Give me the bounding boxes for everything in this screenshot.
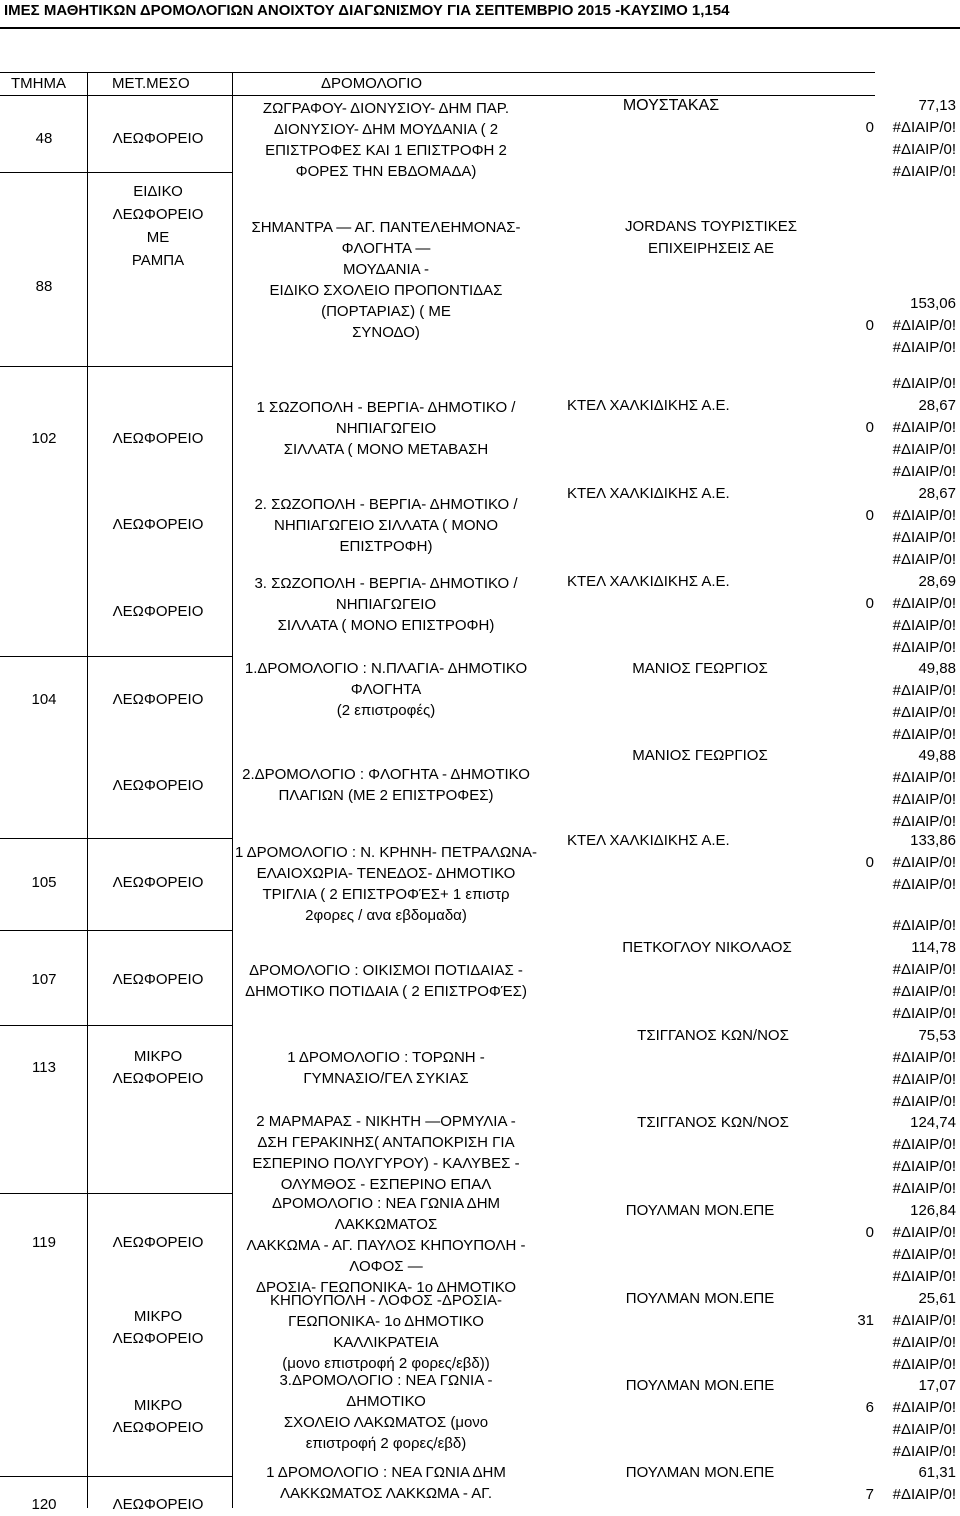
- error-cells: [893, 417, 956, 483]
- carrier-name: ΤΣΙΓΓΑΝΟΣ ΚΩΝ/ΝΟΣ: [637, 1114, 789, 1131]
- error-cell: #ΔΙΑΙΡ/0!: [892, 1158, 956, 1175]
- route-119-1: ΔΡΟΜΟΛΟΓΙΟ : ΝΕΑ ΓΩΝΙΑ ΔΗΜ ΛΑΚΚΩΜΑΤΟΣ ΛΑΚΚΩΜΑ - ΑΓ. ΠΑΥΛΟΣ ΚΗΠΟΥΠΟΛΗ - ΛΟΦΟΣ — ΔΡΟΣΙΑ- ΓΕΩΠΟΝΙΚΑ- 1ο ΔΗΜΟΤΙΚΟ: [246, 1195, 526, 1296]
- row-rule: [0, 930, 232, 931]
- row-rule: [0, 656, 232, 657]
- tmima-cell: 105: [31, 874, 57, 891]
- carrier-name: ΠΕΤΚΟΓΛΟΥ ΝΙΚΟΛΑΟΣ: [622, 939, 792, 956]
- price: 25,61: [918, 1290, 956, 1307]
- header-top-rule: [0, 72, 875, 73]
- error-cell: #ΔΙΑΙΡ/0!: [892, 1224, 956, 1241]
- error-cells: [893, 593, 956, 659]
- error-cell: #ΔΙΑΙΡ/0!: [892, 813, 956, 830]
- carrier-name: ΠΟΥΛΜΑΝ ΜΟΝ.ΕΠΕ: [625, 1202, 775, 1219]
- carrier-name: ΜΟΥΣΤΑΚΑΣ: [622, 97, 720, 114]
- meso-cell: ΜΙΚΡΟ: [133, 1048, 183, 1065]
- error-cells: [893, 1397, 956, 1463]
- count-value: 0: [865, 317, 874, 334]
- carrier-name: JORDANS ΤΟΥΡΙΣΤΙΚΕΣ: [625, 218, 797, 235]
- error-cell: #ΔΙΑΙΡ/0!: [892, 1268, 956, 1285]
- route-104-1: 1.ΔΡΟΜΟΛΟΓΙΟ : Ν.ΠΛΑΓΙΑ- ΔΗΜΟΤΙΚΟ ΦΛΟΓΗΤΑ (2 επιστροφές): [244, 660, 528, 719]
- error-cells: [893, 1310, 956, 1376]
- error-cell: #ΔΙΑΙΡ/0!: [892, 317, 956, 334]
- page-title: ΙΜΕΣ ΜΑΘΗΤΙΚΩΝ ΔΡΟΜΟΛΟΓΙΩΝ ΑΝΟΙΧΤΟΥ ΔΙΑΓΩΝΙΣΜΟΥ ΓΙΑ ΣΕΠΤΕΜΒΡΙΟ 2015 -ΚΑΥΣΙΜΟ 1,154: [4, 2, 730, 19]
- route-88: ΣΗΜΑΝΤΡΑ — ΑΓ. ΠΑΝΤΕΛΕΗΜΟΝΑΣ- ΦΛΟΓΗΤΑ — ΜΟΥΔΑΝΙΑ - ΕΙΔΙΚΟ ΣΧΟΛΕΙΟ ΠΡΟΠΟΝΤΙΔΑΣ (ΠΟΡΤΑΡΙΑΣ) ( ΜΕ ΣΥΝΟΔΟ): [251, 219, 521, 341]
- price: 28,67: [918, 485, 956, 502]
- error-cell: #ΔΙΑΙΡ/0!: [892, 1312, 956, 1329]
- error-cells: [893, 1047, 956, 1113]
- meso-cell: ΛΕΩΦΟΡΕΙΟ: [112, 206, 204, 223]
- error-cell: #ΔΙΑΙΡ/0!: [892, 791, 956, 808]
- price: 75,53: [918, 1027, 956, 1044]
- meso-cell: ΛΕΩΦΟΡΕΙΟ: [112, 1419, 204, 1436]
- error-cells: [893, 117, 956, 183]
- route-113-1: 1 ΔΡΟΜΟΛΟΓΙΟ : ΤΟΡΩΝΗ - ΓΥΜΝΑΣΙΟ/ΓΕΛ ΣΥΚΙΑΣ: [287, 1049, 485, 1087]
- meso-cell: ΛΕΩΦΟΡΕΙΟ: [112, 516, 204, 533]
- route-102-1: 1 ΣΩΖΟΠΟΛΗ - ΒΕΡΓΙΑ- ΔΗΜΟΤΙΚΟ / ΝΗΠΙΑΓΩΓΕΙΟ ΣΙΛΛΑΤΑ ( ΜΟΝΟ ΜΕΤΑΒΑΣΗ: [256, 399, 516, 458]
- error-cells: [893, 767, 956, 833]
- error-cell: #ΔΙΑΙΡ/0!: [892, 507, 956, 524]
- meso-cell: ΕΙΔΙΚΟ: [133, 183, 183, 200]
- count-value: 0: [865, 119, 874, 136]
- meso-cell: ΛΕΩΦΟΡΕΙΟ: [112, 691, 204, 708]
- header-bottom-rule: [0, 95, 875, 96]
- carrier-name: ΠΟΥΛΜΑΝ ΜΟΝ.ΕΠΕ: [625, 1377, 775, 1394]
- error-cells: [893, 373, 956, 395]
- error-cell: #ΔΙΑΙΡ/0!: [892, 876, 956, 893]
- route-107: ΔΡΟΜΟΛΟΓΙΟ : ΟΙΚΙΣΜΟΙ ΠΟΤΙΔΑΙΑΣ - ΔΗΜΟΤΙΚΟ ΠΟΤΙΔΑΙΑ ( 2 ΕΠΙΣΤΡΟΦΈΣ): [245, 962, 527, 1000]
- tmima-cell: 88: [35, 278, 53, 295]
- error-cells: [893, 852, 956, 896]
- error-cell: #ΔΙΑΙΡ/0!: [892, 375, 956, 392]
- price: 49,88: [918, 660, 956, 677]
- error-cell: #ΔΙΑΙΡ/0!: [892, 1180, 956, 1197]
- meso-cell: ΛΕΩΦΟΡΕΙΟ: [112, 1234, 204, 1251]
- count-value: 31: [857, 1312, 874, 1329]
- carrier-name: ΚΤΕΛ ΧΑΛΚΙΔΙΚΗΣ Α.Ε.: [567, 397, 730, 414]
- row-rule: [0, 1476, 232, 1477]
- error-cell: #ΔΙΑΙΡ/0!: [892, 595, 956, 612]
- error-cell: #ΔΙΑΙΡ/0!: [892, 1486, 956, 1503]
- price: 126,84: [910, 1202, 956, 1219]
- carrier-name: ΚΤΕΛ ΧΑΛΚΙΔΙΚΗΣ Α.Ε.: [567, 832, 730, 849]
- error-cell: #ΔΙΑΙΡ/0!: [892, 1246, 956, 1263]
- meso-cell: ΛΕΩΦΟΡΕΙΟ: [112, 603, 204, 620]
- error-cells: [893, 915, 956, 937]
- error-cell: #ΔΙΑΙΡ/0!: [892, 682, 956, 699]
- meso-cell: ΜΙΚΡΟ: [133, 1397, 183, 1414]
- error-cell: #ΔΙΑΙΡ/0!: [892, 1334, 956, 1351]
- error-cell: #ΔΙΑΙΡ/0!: [892, 1356, 956, 1373]
- price: 153,06: [910, 295, 956, 312]
- price: 28,67: [918, 397, 956, 414]
- route-102-3: 3. ΣΩΖΟΠΟΛΗ - ΒΕΡΓΙΑ- ΔΗΜΟΤΙΚΟ / ΝΗΠΙΑΓΩΓΕΙΟ ΣΙΛΛΑΤΑ ( ΜΟΝΟ ΕΠΙΣΤΡΟΦΗ): [254, 575, 518, 634]
- price: 114,78: [911, 939, 956, 956]
- error-cell: #ΔΙΑΙΡ/0!: [892, 463, 956, 480]
- error-cell: #ΔΙΑΙΡ/0!: [892, 141, 956, 158]
- meso-cell: ΜΙΚΡΟ: [133, 1308, 183, 1325]
- route-104-2: 2.ΔΡΟΜΟΛΟΓΙΟ : ΦΛΟΓΗΤΑ - ΔΗΜΟΤΙΚΟ ΠΛΑΓΙΩΝ (ΜΕ 2 ΕΠΙΣΤΡΟΦΕΣ): [242, 766, 530, 804]
- error-cell: #ΔΙΑΙΡ/0!: [892, 419, 956, 436]
- route-113-2: 2 ΜΑΡΜΑΡΑΣ - ΝΙΚΗΤΗ —ΟΡΜΥΛΙΑ - ΔΣΗ ΓΕΡΑΚΙΝΗΣ( ΑΝΤΑΠΟΚΡΙΣΗ ΓΙΑ ΕΣΠΕΡΙΝΟ ΠΟΛΥΓΥΡΟΥ) - ΚΑΛΥΒΕΣ - ΟΛΥΜΘΟΣ - ΕΣΠΕΡΙΝΟ ΕΠΑΛ: [252, 1113, 520, 1193]
- row-rule: [0, 838, 232, 839]
- error-cell: #ΔΙΑΙΡ/0!: [892, 1093, 956, 1110]
- error-cell: #ΔΙΑΙΡ/0!: [892, 1049, 956, 1066]
- meso-cell: ΜΕ: [146, 229, 170, 246]
- row-rule: [0, 1193, 232, 1194]
- count-value: 0: [865, 1224, 874, 1241]
- count-value: 0: [865, 854, 874, 871]
- route-119-2: ΚΗΠΟΥΠΟΛΗ - ΛΟΦΟΣ -ΔΡΟΣΙΑ- ΓΕΩΠΟΝΙΚΑ- 1ο ΔΗΜΟΤΙΚΟ ΚΑΛΛΙΚΡΑΤΕΙΑ (μονο επιστροφή 2 φορες/εβδ)): [269, 1292, 503, 1372]
- carrier-name: ΠΟΥΛΜΑΝ ΜΟΝ.ΕΠΕ: [625, 1290, 775, 1307]
- route-119-3: 3.ΔΡΟΜΟΛΟΓΙΟ : ΝΕΑ ΓΩΝΙΑ - ΔΗΜΟΤΙΚΟ ΣΧΟΛΕΙΟ ΛΑΚΩΜΑΤΟΣ (μονο επιστροφή 2 φορες/εβδ): [279, 1372, 493, 1452]
- column-divider-1: [87, 72, 88, 1508]
- tmima-cell: 102: [31, 430, 57, 447]
- meso-cell: ΡΑΜΠΑ: [131, 252, 185, 269]
- error-cells: [893, 1222, 956, 1288]
- meso-cell: ΛΕΩΦΟΡΕΙΟ: [112, 1070, 204, 1087]
- route-120: 1 ΔΡΟΜΟΛΟΓΙΟ : ΝΕΑ ΓΩΝΙΑ ΔΗΜ ΛΑΚΚΩΜΑΤΟΣ ΛΑΚΚΩΜΑ - ΑΓ.: [266, 1464, 506, 1502]
- row-rule: [0, 366, 232, 367]
- error-cells: [893, 680, 956, 746]
- title-underline: [0, 27, 960, 29]
- meso-cell: ΛΕΩΦΟΡΕΙΟ: [112, 130, 204, 147]
- meso-cell: ΛΕΩΦΟΡΕΙΟ: [112, 1496, 204, 1513]
- error-cell: #ΔΙΑΙΡ/0!: [892, 551, 956, 568]
- error-cell: #ΔΙΑΙΡ/0!: [892, 441, 956, 458]
- meso-cell: ΛΕΩΦΟΡΕΙΟ: [112, 971, 204, 988]
- route-48: ΖΩΓΡΑΦΟΥ- ΔΙΟΝΥΣΙΟΥ- ΔΗΜ ΠΑΡ. ΔΙΟΝΥΣΙΟΥ- ΔΗΜ ΜΟΥΔΑΝΙΑ ( 2 ΕΠΙΣΤΡΟΦΕΣ ΚΑΙ 1 ΕΠΙΣΤΡΟΦΗ 2 ΦΟΡΕΣ ΤΗΝ ΕΒΔΟΜΑΔΑ): [262, 100, 510, 180]
- error-cell: #ΔΙΑΙΡ/0!: [892, 704, 956, 721]
- row-rule: [0, 172, 232, 173]
- carrier-name: ΚΤΕΛ ΧΑΛΚΙΔΙΚΗΣ Α.Ε.: [567, 485, 730, 502]
- row-rule: [0, 1025, 232, 1026]
- meso-cell: ΛΕΩΦΟΡΕΙΟ: [112, 874, 204, 891]
- count-value: 0: [865, 419, 874, 436]
- error-cells: [893, 1484, 956, 1506]
- column-divider-2: [232, 72, 233, 1508]
- error-cell: #ΔΙΑΙΡ/0!: [892, 961, 956, 978]
- error-cell: #ΔΙΑΙΡ/0!: [892, 639, 956, 656]
- header-dromologio: ΔΡΟΜΟΛΟΓΙΟ: [321, 75, 423, 92]
- price: 28,69: [918, 573, 956, 590]
- count-value: 0: [865, 595, 874, 612]
- error-cells: [893, 1134, 956, 1200]
- price: 61,31: [918, 1464, 956, 1481]
- header-tmima: ΤΜΗΜΑ: [11, 75, 66, 92]
- error-cells: [893, 505, 956, 571]
- route-105: 1 ΔΡΟΜΟΛΟΓΙΟ : Ν. ΚΡΗΝΗ- ΠΕΤΡΑΛΩΝΑ- ΕΛΑΙΟΧΩΡΙΑ- ΤΕΝΕΔΟΣ- ΔΗΜΟΤΙΚΟ ΤΡΙΓΛΙΑ ( 2 ΕΠΙΣΤΡΟΦΈΣ+ 1 επιστρ 2φορες / ανα εβδομαδα): [234, 844, 538, 924]
- price: 77,13: [918, 97, 956, 114]
- price: 17,07: [918, 1377, 956, 1394]
- carrier-name: ΕΠΙΧΕΙΡΗΣΕΙΣ ΑΕ: [647, 240, 775, 257]
- error-cell: #ΔΙΑΙΡ/0!: [892, 983, 956, 1000]
- error-cell: #ΔΙΑΙΡ/0!: [892, 1399, 956, 1416]
- error-cell: #ΔΙΑΙΡ/0!: [892, 769, 956, 786]
- tmima-cell: 119: [32, 1234, 56, 1251]
- error-cells: [893, 959, 956, 1025]
- carrier-name: ΜΑΝΙΟΣ ΓΕΩΡΓΙΟΣ: [632, 747, 768, 764]
- carrier-name: ΜΑΝΙΟΣ ΓΕΩΡΓΙΟΣ: [632, 660, 768, 677]
- tmima-cell: 104: [31, 691, 57, 708]
- tmima-cell: 120: [31, 1496, 57, 1513]
- error-cell: #ΔΙΑΙΡ/0!: [892, 163, 956, 180]
- meso-cell: ΛΕΩΦΟΡΕΙΟ: [112, 1330, 204, 1347]
- count-value: 0: [865, 507, 874, 524]
- error-cell: #ΔΙΑΙΡ/0!: [892, 1136, 956, 1153]
- error-cell: #ΔΙΑΙΡ/0!: [892, 529, 956, 546]
- carrier-name: ΤΣΙΓΓΑΝΟΣ ΚΩΝ/ΝΟΣ: [637, 1027, 789, 1044]
- header-meso: ΜΕΤ.ΜΕΣΟ: [112, 75, 190, 92]
- error-cell: #ΔΙΑΙΡ/0!: [892, 726, 956, 743]
- tmima-cell: 107: [31, 971, 57, 988]
- count-value: 7: [865, 1486, 874, 1503]
- error-cell: #ΔΙΑΙΡ/0!: [892, 1443, 956, 1460]
- carrier-name: ΚΤΕΛ ΧΑΛΚΙΔΙΚΗΣ Α.Ε.: [567, 573, 730, 590]
- error-cell: #ΔΙΑΙΡ/0!: [892, 1071, 956, 1088]
- error-cell: #ΔΙΑΙΡ/0!: [892, 617, 956, 634]
- error-cell: #ΔΙΑΙΡ/0!: [892, 917, 956, 934]
- meso-cell: ΛΕΩΦΟΡΕΙΟ: [112, 777, 204, 794]
- error-cell: #ΔΙΑΙΡ/0!: [892, 339, 956, 356]
- count-value: 6: [865, 1399, 874, 1416]
- tmima-cell: 48: [35, 130, 53, 147]
- route-102-2: 2. ΣΩΖΟΠΟΛΗ - ΒΕΡΓΙΑ- ΔΗΜΟΤΙΚΟ / ΝΗΠΙΑΓΩΓΕΙΟ ΣΙΛΛΑΤΑ ( ΜΟΝΟ ΕΠΙΣΤΡΟΦΗ): [254, 496, 518, 555]
- carrier-name: ΠΟΥΛΜΑΝ ΜΟΝ.ΕΠΕ: [625, 1464, 775, 1481]
- error-cell: #ΔΙΑΙΡ/0!: [892, 1421, 956, 1438]
- price: 124,74: [910, 1114, 956, 1131]
- error-cell: #ΔΙΑΙΡ/0!: [892, 1005, 956, 1022]
- error-cells: [893, 315, 956, 359]
- price: 133,86: [910, 832, 956, 849]
- tmima-cell: 113: [32, 1059, 56, 1076]
- meso-cell: ΛΕΩΦΟΡΕΙΟ: [112, 430, 204, 447]
- error-cell: #ΔΙΑΙΡ/0!: [892, 119, 956, 136]
- price: 49,88: [918, 747, 956, 764]
- error-cell: #ΔΙΑΙΡ/0!: [892, 854, 956, 871]
